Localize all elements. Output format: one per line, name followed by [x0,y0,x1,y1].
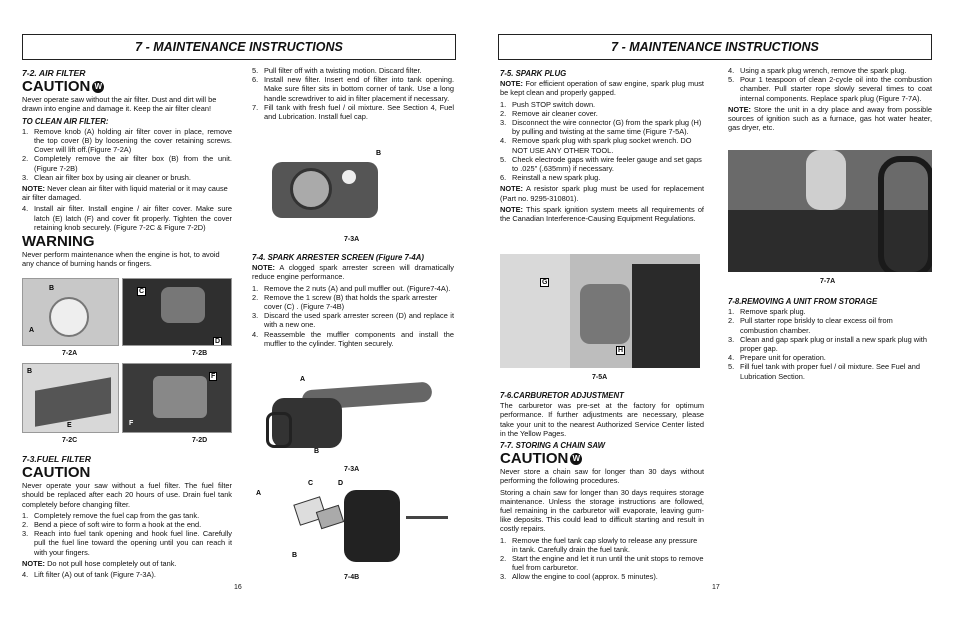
caution-heading-3: CAUTION W [500,451,704,467]
list-item: 2. Completely remove the air filter box (B) from the unit. (Figure 7-2B) [22,154,232,173]
spark-plug-note-1: NOTE: For efficient operation of saw engine, spark plug must be kept clean and properly gapped. [500,79,704,98]
caution-warning-icon: W [570,453,582,465]
list-item: 4. Prepare unit for operation. [728,353,826,363]
note-1: NOTE: Never clean air filter with liquid material or it may cause air filter damaged. [22,184,228,203]
list-item: 6. Reinstall a new spark plug. [500,173,601,183]
label-b: B [376,150,382,157]
list-item: 6. Install new filter. Insert end of filter into tank opening. Make sure filter sits in bottom corner of tank. Use a long handle screwdriver to aid in filter placement if necessary. [252,75,454,103]
figure-7-2d [122,363,232,433]
label-g: G [542,279,548,286]
list-item: 3. Allow the engine to cool (approx. 5 minutes). [500,572,658,582]
list-item: 3. Clean air filter box by using air cleaner or brush. [22,172,191,182]
figure-7-2c [22,363,119,433]
list-item: 4. Install air filter. Install engine / air filter cover. Make sure latch (E) latch (F) and cover fit properly. Tighten the cover retaining knob securely. (Figure 7-2C & Figure 7-2D) [22,204,232,232]
caption-7-2a: 7-2A [62,350,78,357]
caption-7-2d: 7-2D [192,437,208,444]
storing-caution-text-2: Storing a chain saw for longer than 30 days requires storage maintenance. Unless the storage instructions are followed, fuel remaining in the carburetor will evaporate, leaving gum-like deposits. This could lead to difficult starting and result in costly repairs. [500,487,704,534]
figure-7-5a [500,254,700,368]
storing-caution-text-1: Never store a chain saw for longer than 30 days without performing the following procedures. [500,467,704,486]
list-item: 1. Push STOP switch down. [500,99,596,109]
storing-heading: 7-7. STORING A CHAIN SAW [500,441,605,451]
column-2 [252,66,454,123]
note-2: NOTE: Do not pull hose completely out of tank. [22,558,177,568]
figure-7-3a-top [262,138,394,230]
page-number-right: 17 [712,584,720,591]
caption-7-7a: 7-7A [820,278,836,285]
list-item: 3. Disconnect the wire connector (G) from the spark plug (H) by pulling and twisting at the same time (Figure 7-5A). [500,118,702,137]
label-d: D [338,480,344,487]
column-4 [728,66,932,134]
spark-arrester-heading: 7-4. SPARK ARRESTER SCREEN (Figure 7-4A) [252,253,424,262]
spark-plug-note-3: NOTE: This spark ignition system meets all requirements of the Canadian Interference-Causing Equipment Regulations. [500,204,704,224]
label-a: A [29,327,35,334]
fuel-steps-list [22,511,232,557]
fuel-filter-heading: 7-3.FUEL FILTER [22,454,91,464]
list-item: 3. Clean and gap spark plug or install a new spark plug with proper gap. [728,334,927,354]
right-header-title: 7 - MAINTENANCE INSTRUCTIONS [611,40,819,54]
list-item: 4. Reassemble the muffler components and install the muffler to the cylinder. Tighten securely. [252,329,454,348]
list-item: 2. Bend a piece of soft wire to form a hook at the end. [22,520,202,530]
label-d: D [215,338,221,345]
column-1-lower [22,452,232,581]
caption-7-3a-top: 7-3A [344,236,360,243]
list-item: 5. Pull filter off with a twisting motion. Discard filter. [252,66,422,75]
clean-steps-list-2 [22,204,232,232]
caption-7-5a: 7-5A [592,374,608,381]
list-item: 2. Start the engine and let it run until the unit stops to remove fuel from carburetor. [500,554,704,573]
fuel-steps-list-2 [22,570,232,579]
label-a: A [256,490,262,497]
carburetor-text: The carburetor was pre-set at the factory for optimum performance. If further adjustments are necessary, please take your unit to the nearest Authorized Service Center listed in the Yellow Pages. [500,401,704,438]
list-item: 1. Remove the 2 nuts (A) and pull muffler out. (Figure7-4A). [252,283,451,293]
label-c: C [308,480,314,487]
fuel-steps-continued [252,66,454,121]
caption-7-3a-bottom: 7-3A [344,466,360,473]
column-2-lower [252,250,454,350]
column-3-lower [500,388,704,584]
label-h: H [618,347,624,354]
spark-note: NOTE: A clogged spark arrester screen will dramatically reduce engine performance. [252,263,454,282]
label-b: B [292,552,298,559]
list-item: 4. Remove spark plug with spark plug socket wrench. DO NOT USE ANY OTHER TOOL. [500,136,692,155]
list-item: 1. Remove the fuel tank cap slowly to release any pressure in tank. Carefully drain the fuel tank. [500,535,698,554]
list-item: 5. Pour 1 teaspoon of clean 2-cycle oil into the combustion chamber. Pull starter rope slowly several times to coat internal components. Replace spark plug (Figure 7-7A). [728,75,932,103]
carburetor-heading: 7-6.CARBURETOR ADJUSTMENT [500,391,624,400]
storage-note: NOTE: Store the unit in a dry place and away from possible sources of ignition such as a furnace, gas hot water heater, gas dryer, etc. [728,104,932,133]
caution-1-text: Never operate saw without the air filter. Dust and dirt will be drawn into engine and damage it. Keep the air filter clean! [22,95,217,114]
spark-arrester-steps [252,284,454,348]
label-a: A [300,376,306,383]
column-1 [22,66,232,270]
removing-steps [728,307,932,381]
label-e: E [67,422,72,429]
figure-7-3a-chainsaw [262,372,442,460]
label-f: F [211,373,216,380]
list-item: 1. Remove spark plug. [728,307,806,317]
label-b: B [314,448,320,455]
page-number-left: 16 [234,584,242,591]
storing-steps [500,536,704,582]
warning-heading: WARNING [22,233,95,251]
left-page-header [22,34,456,60]
caption-7-2c: 7-2C [62,437,78,444]
list-item: 2. Remove the 1 screw (B) that holds the spark arrester cover (C) . (Figure 7-4B) [252,292,438,312]
clean-steps-list [22,127,232,182]
caption-7-2b: 7-2B [192,350,208,357]
caution-2-text: Never operate your saw without a fuel filter. The fuel filter should be replaced after each 20 hours of use. Drain fuel tank completely before changing filter. [22,481,232,509]
spark-plug-heading: 7-5. SPARK PLUG [500,69,567,78]
label-b: B [27,368,33,375]
label-c: C [139,288,145,295]
list-item: 2. Remove air cleaner cover. [500,108,598,118]
list-item: 7. Fill tank with fresh fuel / oil mixture. See Section 4, Fuel and Lubrication. Install fuel cap. [252,102,454,122]
list-item: 3. Discard the used spark arrester screen (D) and replace it with a new one. [252,311,454,330]
list-item: 4. Lift filter (A) out of tank (Figure 7-3A). [22,570,156,580]
caption-7-4b: 7-4B [344,574,360,581]
removing-heading: 7-8.REMOVING A UNIT FROM STORAGE [728,297,878,306]
spark-plug-note-2: NOTE: A resistor spark plug must be used for replacement (Part no. 9295-310801). [500,184,704,203]
list-item: 2. Pull starter rope briskly to clear excess oil from combustion chamber. [728,316,893,335]
air-filter-heading: 7-2. AIR FILTER [22,68,86,78]
figure-7-2a [22,278,119,346]
storing-steps-continued [728,66,932,103]
spark-plug-steps [500,100,704,183]
caution-heading-1: CAUTION W [22,79,232,95]
figure-7-7a [728,150,932,272]
label-b: B [49,285,55,292]
list-item: 5. Check electrode gaps with wire feeler gauge and set gaps to .025" (.635mm) if necessary. [500,154,702,174]
list-item: 1. Remove knob (A) holding air filter cover in place, remove the top cover (B) by loosening the cover retaining screws. Cover will lift off.(Figure 7-2A) [22,126,232,155]
warning-text: Never perform maintenance when the engine is hot, to avoid any chance of burning hands or fingers. [22,250,220,269]
list-item: 1. Completely remove the fuel cap from the gas tank. [22,510,200,520]
label-f: F [129,420,134,427]
right-page-header [498,34,932,60]
to-clean-heading: TO CLEAN AIR FILTER: [22,116,109,126]
caution-warning-icon: W [92,81,104,93]
list-item: 4. Using a spark plug wrench, remove the spark plug. [728,66,907,75]
list-item: 5. Fill fuel tank with proper fuel / oil mixture. See Fuel and Lubrication Section. [728,362,920,381]
left-header-title: 7 - MAINTENANCE INSTRUCTIONS [135,40,343,54]
column-4-lower [728,294,932,383]
caution-heading-2: CAUTION [22,464,91,482]
column-3 [500,66,704,225]
list-item: 3. Reach into fuel tank opening and hook fuel line. Carefully pull the fuel line toward the opening until you can reach it with your fingers. [22,529,232,557]
figure-7-2b [122,278,232,346]
figure-7-4b [256,478,452,570]
